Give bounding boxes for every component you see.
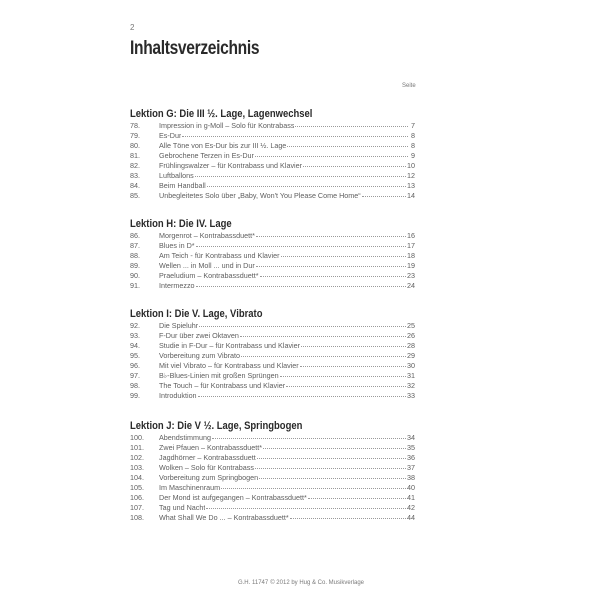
toc-entry[interactable] — [130, 473, 415, 483]
dot-leader — [260, 276, 407, 277]
dot-leader — [287, 146, 408, 147]
entry-title: Frühlingswalzer – für Kontrabass und Klavier — [159, 161, 303, 170]
page-number: 2 — [130, 23, 135, 32]
toc-list — [130, 121, 415, 201]
section-lektion-g — [130, 108, 415, 201]
entry-number: 98. — [130, 381, 140, 390]
dot-leader — [199, 326, 406, 327]
dot-leader — [257, 458, 406, 459]
entry-title: Blues in D* — [159, 241, 195, 250]
entry-title: Tag und Nacht — [159, 503, 206, 512]
entry-title: Jagdhörner – Kontrabassduett — [159, 453, 256, 462]
entry-page: 42 — [407, 503, 415, 512]
entry-title: Vorbereitung zum Vibrato — [159, 351, 240, 360]
toc-entry[interactable] — [130, 483, 415, 493]
entry-number: 93. — [130, 331, 140, 340]
entry-number: 87. — [130, 241, 140, 250]
entry-page: 8 — [411, 141, 415, 150]
toc-entry[interactable] — [130, 161, 415, 171]
toc-entry[interactable] — [130, 151, 415, 161]
dot-leader — [362, 196, 406, 197]
toc-entry[interactable] — [130, 453, 415, 463]
entry-page: 33 — [407, 391, 415, 400]
entry-page: 12 — [407, 171, 415, 180]
toc-entry[interactable] — [130, 321, 415, 331]
toc-entry[interactable] — [130, 503, 415, 513]
section-heading: Lektion I: Die V. Lage, Vibrato — [130, 308, 263, 320]
entry-number: 97. — [130, 371, 140, 380]
toc-entry[interactable] — [130, 231, 415, 241]
toc-entry[interactable] — [130, 251, 415, 261]
dot-leader — [255, 468, 406, 469]
dot-leader — [241, 356, 406, 357]
entry-page: 25 — [407, 321, 415, 330]
catalog-number: G.H. 11747 — [237, 580, 269, 586]
entry-number: 102. — [130, 453, 144, 462]
toc-entry[interactable] — [130, 131, 415, 141]
toc-entry[interactable] — [130, 121, 415, 131]
entry-page: 9 — [411, 151, 415, 160]
dot-leader — [240, 336, 406, 337]
toc-entry[interactable] — [130, 493, 415, 503]
entry-number: 89. — [130, 261, 140, 270]
toc-entry[interactable] — [130, 381, 415, 391]
entry-number: 91. — [130, 281, 140, 290]
dot-leader — [301, 346, 406, 347]
toc-entry[interactable] — [130, 261, 415, 271]
toc-list — [130, 433, 415, 523]
page-title: Inhaltsverzeichnis — [130, 38, 260, 59]
toc-entry[interactable] — [130, 281, 415, 291]
toc-entry[interactable] — [130, 351, 415, 361]
entry-number: 90. — [130, 271, 140, 280]
entry-page: 34 — [407, 433, 415, 442]
entry-number: 106. — [130, 493, 144, 502]
entry-number: 88. — [130, 251, 140, 260]
section-heading: Lektion G: Die III ½. Lage, Lagenwechsel — [130, 108, 313, 120]
dot-leader — [212, 438, 406, 439]
entry-title: Alle Töne von Es-Dur bis zur III ½. Lage — [159, 141, 287, 150]
entry-title: What Shall We Do ... – Kontrabassduett* — [159, 513, 289, 522]
dot-leader — [263, 448, 406, 449]
dot-leader — [290, 518, 406, 519]
section-lektion-h — [130, 218, 415, 291]
toc-entry[interactable] — [130, 433, 415, 443]
entry-title: Morgenrot – Kontrabassduett* — [159, 231, 255, 240]
page-column-label: Seite — [402, 83, 416, 89]
entry-title: Introduktion — [159, 391, 197, 400]
dot-leader — [286, 386, 406, 387]
dot-leader — [207, 186, 406, 187]
entry-number: 108. — [130, 513, 144, 522]
toc-entry[interactable] — [130, 443, 415, 453]
entry-page: 16 — [407, 231, 415, 240]
entry-number: 104. — [130, 473, 144, 482]
entry-title: Es-Dur — [159, 131, 182, 140]
entry-title: Abendstimmung — [159, 433, 211, 442]
toc-entry[interactable] — [130, 371, 415, 381]
section-heading: Lektion J: Die V ½. Lage, Springbogen — [130, 420, 303, 432]
dot-leader — [259, 478, 406, 479]
toc-entry[interactable] — [130, 463, 415, 473]
entry-page: 30 — [407, 361, 415, 370]
dot-leader — [221, 488, 406, 489]
entry-page: 41 — [407, 493, 415, 502]
entry-number: 78. — [130, 121, 140, 130]
entry-page: 14 — [407, 191, 415, 200]
entry-number: 105. — [130, 483, 144, 492]
entry-number: 96. — [130, 361, 140, 370]
entry-title: Mit viel Vibrato – für Kontrabass und Klavier — [159, 361, 299, 370]
entry-title: Beim Handball — [159, 181, 206, 190]
dot-leader — [196, 286, 406, 287]
section-lektion-i — [130, 308, 415, 401]
section-heading: Lektion H: Die IV. Lage — [130, 218, 232, 230]
toc-list — [130, 321, 415, 401]
toc-entry[interactable] — [130, 391, 415, 401]
toc-entry[interactable] — [130, 241, 415, 251]
entry-title: Wellen ... in Moll ... und in Dur — [159, 261, 255, 270]
entry-number: 81. — [130, 151, 140, 160]
entry-number: 85. — [130, 191, 140, 200]
entry-page: 36 — [407, 453, 415, 462]
entry-page: 35 — [407, 443, 415, 452]
entry-title: Zwei Pfauen – Kontrabassduett* — [159, 443, 263, 452]
entry-number: 83. — [130, 171, 140, 180]
entry-number: 103. — [130, 463, 144, 472]
entry-number: 94. — [130, 341, 140, 350]
entry-page: 32 — [407, 381, 415, 390]
page-footer — [0, 580, 600, 586]
dot-leader — [255, 156, 408, 157]
entry-title: Vorbereitung zum Springbogen — [159, 473, 259, 482]
entry-title: The Touch – für Kontrabass und Klavier — [159, 381, 286, 390]
entry-title: Die Spieluhr — [159, 321, 199, 330]
entry-number: 84. — [130, 181, 140, 190]
dot-leader — [300, 366, 406, 367]
entry-page: 10 — [407, 161, 415, 170]
entry-title: Studie in F-Dur – für Kontrabass und Klavier — [159, 341, 301, 350]
toc-list — [130, 231, 415, 291]
entry-number: 99. — [130, 391, 140, 400]
toc-entry[interactable] — [130, 171, 415, 181]
entry-title: Impression in g-Moll – Solo für Kontrabass — [159, 121, 295, 130]
entry-number: 82. — [130, 161, 140, 170]
entry-page: 13 — [407, 181, 415, 190]
entry-page: 24 — [407, 281, 415, 290]
entry-number: 100. — [130, 433, 144, 442]
entry-number: 92. — [130, 321, 140, 330]
entry-page: 8 — [411, 131, 415, 140]
entry-number: 101. — [130, 443, 144, 452]
entry-title: Wolken – Solo für Kontrabass — [159, 463, 254, 472]
entry-page: 26 — [407, 331, 415, 340]
dot-leader — [198, 396, 406, 397]
dot-leader — [195, 176, 406, 177]
toc-entry[interactable] — [130, 191, 415, 201]
section-lektion-j — [130, 420, 415, 523]
entry-title: Luftballons — [159, 171, 194, 180]
dot-leader — [256, 266, 406, 267]
entry-number: 79. — [130, 131, 140, 140]
entry-page: 28 — [407, 341, 415, 350]
entry-page: 31 — [407, 371, 415, 380]
entry-page: 18 — [407, 251, 415, 260]
entry-title: Unbegleitetes Solo über „Baby, Won't You Please Come Home“ — [159, 191, 361, 200]
toc-entry[interactable] — [130, 341, 415, 351]
entry-title: B♭-Blues-Linien mit großen Sprüngen — [159, 371, 279, 380]
entry-page: 37 — [407, 463, 415, 472]
dot-leader — [281, 256, 406, 257]
entry-title: Am Teich - für Kontrabass und Klavier — [159, 251, 280, 260]
entry-page: 44 — [407, 513, 415, 522]
dot-leader — [295, 126, 408, 127]
entry-page: 23 — [407, 271, 415, 280]
entry-page: 40 — [407, 483, 415, 492]
entry-number: 80. — [130, 141, 140, 150]
entry-page: 29 — [407, 351, 415, 360]
entry-title: Im Maschinenraum — [159, 483, 221, 492]
toc-entry[interactable] — [130, 271, 415, 281]
dot-leader — [308, 498, 406, 499]
toc-entry[interactable] — [130, 181, 415, 191]
entry-number: 107. — [130, 503, 144, 512]
entry-number: 95. — [130, 351, 140, 360]
dot-leader — [182, 136, 408, 137]
entry-title: F-Dur über zwei Oktaven — [159, 331, 239, 340]
entry-page: 7 — [411, 121, 415, 130]
toc-entry[interactable] — [130, 331, 415, 341]
dot-leader — [196, 246, 406, 247]
entry-number: 86. — [130, 231, 140, 240]
toc-entry[interactable] — [130, 513, 415, 523]
dot-leader — [206, 508, 406, 509]
dot-leader — [280, 376, 406, 377]
entry-title: Der Mond ist aufgegangen – Kontrabassduett* — [159, 493, 307, 502]
entry-title: Praeludium – Kontrabassduett* — [159, 271, 259, 280]
entry-page: 17 — [407, 241, 415, 250]
copyright-notice: © 2012 by Hug & Co. Musikverlage — [270, 580, 365, 586]
toc-entry[interactable] — [130, 141, 415, 151]
entry-title: Intermezzo — [159, 281, 195, 290]
dot-leader — [303, 166, 406, 167]
toc-entry[interactable] — [130, 361, 415, 371]
entry-page: 38 — [407, 473, 415, 482]
entry-title: Gebrochene Terzen in Es-Dur — [159, 151, 254, 160]
dot-leader — [256, 236, 406, 237]
entry-page: 19 — [407, 261, 415, 270]
